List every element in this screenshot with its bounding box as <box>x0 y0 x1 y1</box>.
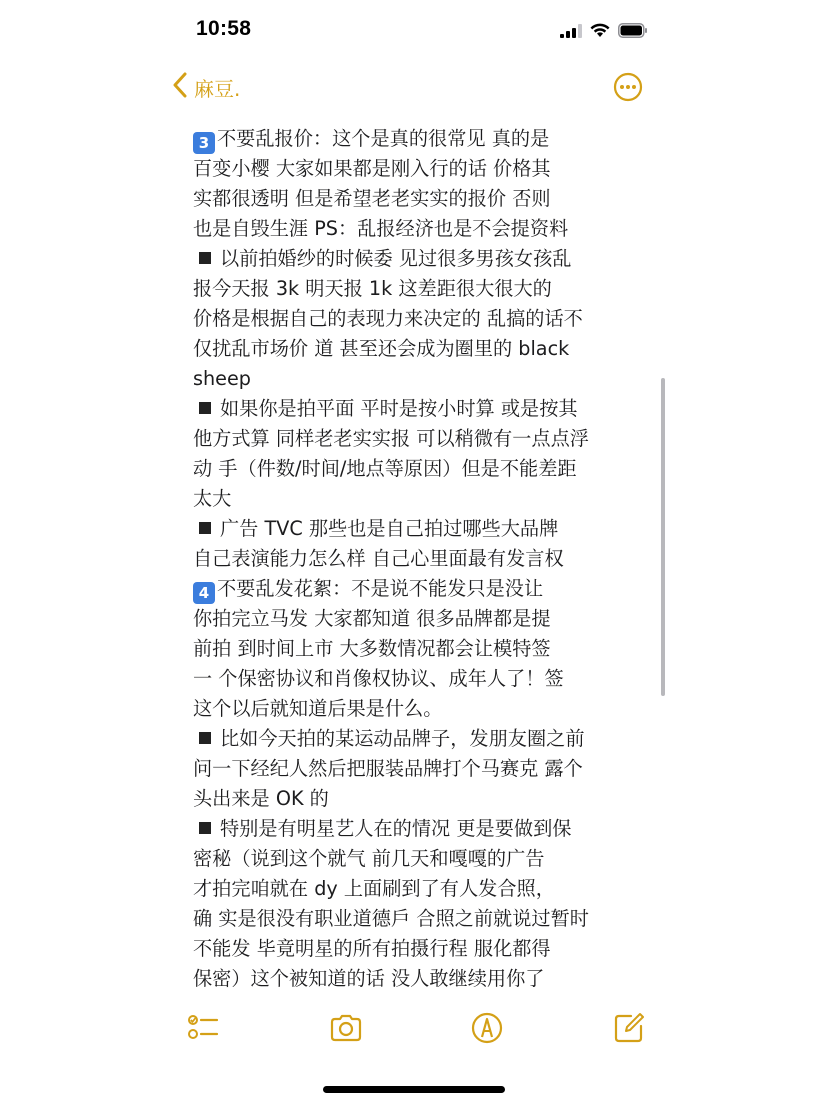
note-line <box>193 754 638 784</box>
note-line-text: 广告 TVC 那些也是自己拍过哪些大品牌 <box>220 517 559 540</box>
note-line-text: 不要乱发花絮：不是说不能发只是没让 <box>217 577 544 600</box>
black-square-bullet-icon <box>199 402 211 414</box>
camera-icon <box>328 1031 364 1050</box>
black-square-bullet-icon <box>199 252 211 264</box>
note-line <box>193 814 638 844</box>
back-button[interactable] <box>172 72 240 102</box>
number-keycap-icon: 4 <box>193 582 215 604</box>
note-line <box>193 274 638 304</box>
status-icons <box>560 22 648 42</box>
note-line <box>193 154 638 184</box>
note-line <box>193 544 638 574</box>
note-line-text: 特别是有明星艺人在的情况 更是要做到保 <box>220 817 572 840</box>
note-line <box>193 844 638 874</box>
bottom-toolbar <box>0 1010 828 1060</box>
note-line-text: 确 实是很没有职业道德戶 合照之前就说过暂时 <box>193 907 589 930</box>
note-line-text: 不能发 毕竟明星的所有拍摄行程 服化都得 <box>193 937 551 960</box>
note-line <box>193 304 638 334</box>
black-square-bullet-icon <box>199 522 211 534</box>
note-line <box>193 364 638 394</box>
note-line-text: 如果你是拍平面 平时是按小时算 或是按其 <box>220 397 578 420</box>
note-line <box>193 484 638 514</box>
compose-button[interactable] <box>611 1010 647 1046</box>
note-line <box>193 124 638 154</box>
back-label: 麻豆. <box>194 76 241 101</box>
ellipsis-circle-icon <box>612 88 644 107</box>
note-line <box>193 904 638 934</box>
note-line <box>193 334 638 364</box>
chevron-left-icon <box>172 72 188 102</box>
note-body[interactable] <box>193 124 638 994</box>
note-line <box>193 694 638 724</box>
note-line <box>193 184 638 214</box>
note-line-text: 太大 <box>193 487 232 510</box>
note-line-text: 以前拍婚纱的时候委 见过很多男孩女孩乱 <box>220 247 572 270</box>
more-options-button[interactable] <box>612 71 644 103</box>
note-line-text: 比如今天拍的某运动品牌子，发朋友圈之前 <box>220 727 585 750</box>
checklist-button[interactable] <box>186 1010 222 1046</box>
note-line-text: 你拍完立马发 大家都知道 很多品牌都是提 <box>193 607 551 630</box>
checklist-icon <box>186 1031 222 1050</box>
black-square-bullet-icon <box>199 732 211 744</box>
note-line <box>193 874 638 904</box>
note-line-text: 保密）这个被知道的话 没人敢继续用你了 <box>193 967 545 990</box>
number-keycap-icon: 3 <box>193 132 215 154</box>
status-bar <box>0 0 828 62</box>
note-line-text: 密秘（说到这个就气 前几天和嘎嘎的广告 <box>193 847 545 870</box>
note-line <box>193 244 638 274</box>
note-line-text: 前拍 到时间上市 大多数情况都会让模特签 <box>193 637 551 660</box>
note-line-text: 报今天报 3k 明天报 1k 这差距很大很大的 <box>193 277 552 300</box>
note-line <box>193 214 638 244</box>
scroll-indicator[interactable] <box>661 378 665 696</box>
cellular-signal-icon <box>560 23 582 42</box>
markup-icon <box>469 1031 505 1050</box>
note-line <box>193 964 638 994</box>
note-line <box>193 454 638 484</box>
note-line <box>193 424 638 454</box>
note-line <box>193 574 638 604</box>
battery-icon <box>618 23 648 42</box>
note-line-text: 自己表演能力怎么样 自己心里面最有发言权 <box>193 547 564 570</box>
nav-bar <box>0 62 828 112</box>
note-line <box>193 394 638 424</box>
note-line <box>193 604 638 634</box>
note-line <box>193 934 638 964</box>
note-line <box>193 634 638 664</box>
note-line-text: 他方式算 同样老老实实报 可以稍微有一点点浮 <box>193 427 589 450</box>
markup-button[interactable] <box>469 1010 505 1046</box>
home-indicator[interactable] <box>323 1086 505 1093</box>
black-square-bullet-icon <box>199 822 211 834</box>
note-line-text: 动 手（件数/时间/地点等原因）但是不能差距 <box>193 457 577 480</box>
status-time: 10:58 <box>196 17 252 40</box>
note-line-text: sheep <box>193 367 251 390</box>
note-line <box>193 724 638 754</box>
note-line-text: 一 个保密协议和肖像权协议、成年人了！签 <box>193 667 564 690</box>
wifi-icon <box>590 23 610 42</box>
note-line-text: 才拍完咱就在 dy 上面刷到了有人发合照， <box>193 877 555 900</box>
note-line-text: 头出来是 OK 的 <box>193 787 329 810</box>
note-line-text: 仅扰乱市场价 道 甚至还会成为圈里的 black <box>193 337 570 360</box>
note-line-text: 这个以后就知道后果是什么。 <box>193 697 443 720</box>
note-line-text: 也是自毁生涯 PS：乱报经济也是不会提资料 <box>193 217 569 240</box>
note-line <box>193 784 638 814</box>
note-line-text: 百变小樱 大家如果都是刚入行的话 价格其 <box>193 157 551 180</box>
note-line-text: 不要乱报价：这个是真的很常见 真的是 <box>217 127 550 150</box>
note-line-text: 问一下经纪人然后把服装品牌打个马赛克 露个 <box>193 757 583 780</box>
compose-icon <box>611 1031 647 1050</box>
note-line-text: 价格是根据自己的表现力来决定的 乱搞的话不 <box>193 307 583 330</box>
note-line-text: 实都很透明 但是希望老老实实的报价 否则 <box>193 187 551 210</box>
note-line <box>193 514 638 544</box>
camera-button[interactable] <box>328 1010 364 1046</box>
note-line <box>193 664 638 694</box>
